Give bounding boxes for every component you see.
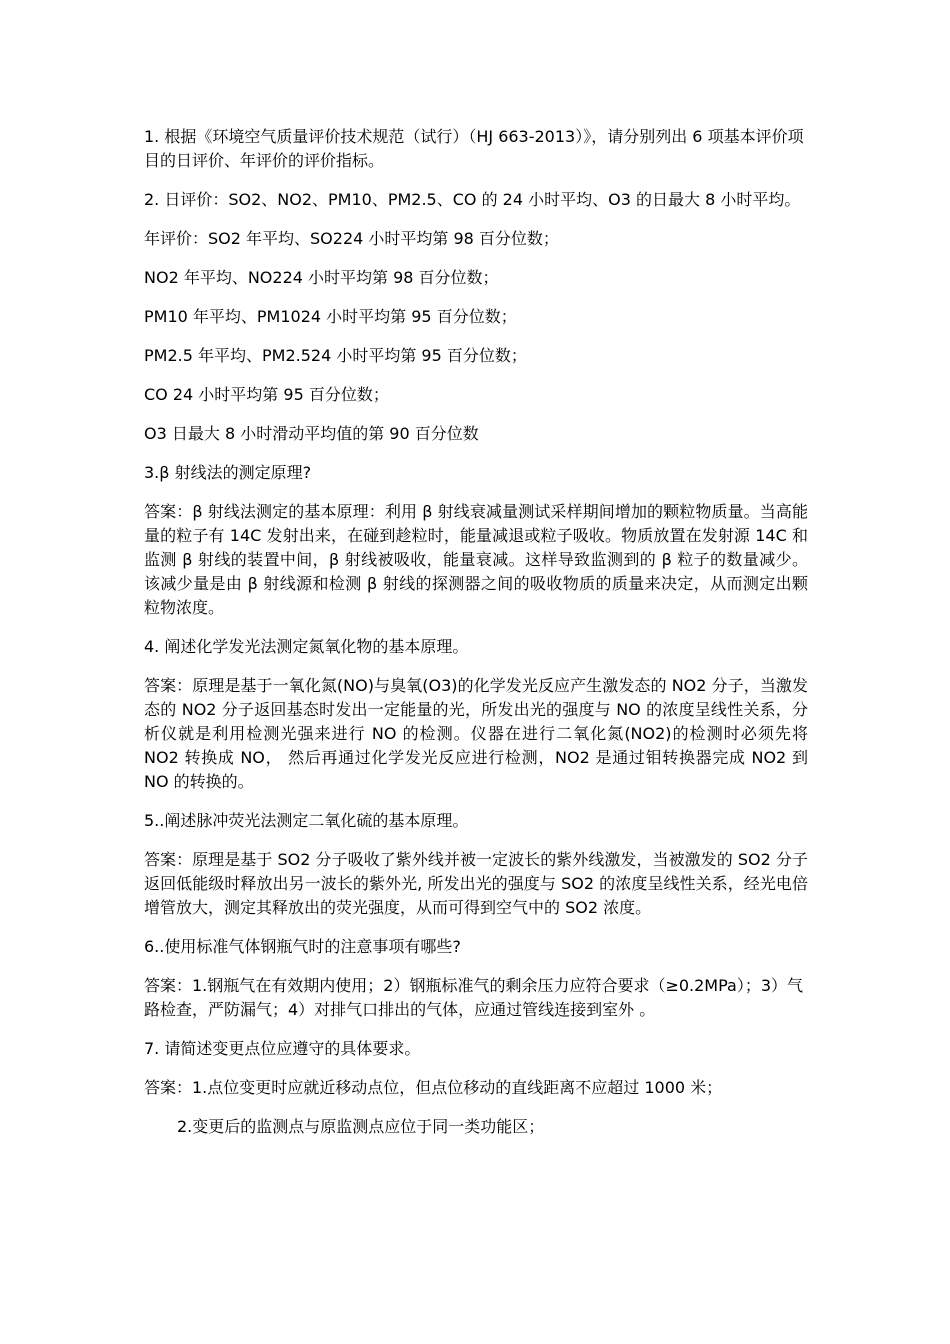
question-7: 7. 请简述变更点位应遵守的具体要求。 [144,1039,421,1058]
answer-annual-co: CO 24 小时平均第 95 百分位数； [144,385,389,404]
answer-annual-o3: O3 日最大 8 小时滑动平均值的第 90 百分位数 [144,424,479,443]
answer-daily-evaluation: 2. 日评价：SO2、NO2、PM10、PM2.5、CO 的 24 小时平均、O3 的日最大 8 小时平均。 [144,190,801,209]
answer-6: 答案：1.钢瓶气在有效期内使用；2）钢瓶标准气的剩余压力应符合要求（≥0.2MPa）；3）气路检查，严防漏气；4）对排气口排出的气体，应通过管线连接到室外 。 [144,976,804,1019]
question-5: 5..阐述脉冲荧光法测定二氧化硫的基本原理。 [144,811,469,830]
answer-3: 答案：β 射线法测定的基本原理：利用 β 射线衰减量测试采样期间增加的颗粒物质量。当高能量的粒子有 14C 发射出来，在碰到趁粒时，能量减退或粒子吸收。物质放置在发射源 14C 和监测 β 射线的装置中间，β 射线被吸收，能量衰减。这样导致监测到的 β 粒子的数量减少。该减少量是由 β 射线源和检测 β 射线的探测器之间的吸收物质的质量来决定，从而测定出颗粒物浓度。 [144,502,808,617]
answer-4: 答案：原理是基于一氧化氮(NO)与臭氧(O3)的化学发光反应产生激发态的 NO2 分子，当激发态的 NO2 分子返回基态时发出一定能量的光，所发出光的强度与 NO 的浓度呈线性关系，分析仪就是利用检测光强来进行 NO 的检测。仪器在进行二氧化氮(NO2)的检测时必须先将 NO2 转换成 NO， 然后再通过化学发光反应进行检测，NO2 是通过钼转换器完成 NO2 到 NO 的转换的。 [144,676,808,791]
question-6: 6..使用标准气体钢瓶气时的注意事项有哪些? [144,937,461,956]
answer-5: 答案：原理是基于 SO2 分子吸收了紫外线并被一定波长的紫外线激发，当被激发的 SO2 分子返回低能级时释放出另一波长的紫外光, 所发出光的强度与 SO2 的浓度呈线性关系，经光电倍增管放大，测定其释放出的荧光强度，从而可得到空气中的 SO2 浓度。 [144,850,808,917]
answer-annual-so2: 年评价：SO2 年平均、SO224 小时平均第 98 百分位数； [144,229,559,248]
answer-7-item-2: 2.变更后的监测点与原监测点应位于同一类功能区； [177,1117,545,1136]
answer-annual-pm10: PM10 年平均、PM1024 小时平均第 95 百分位数； [144,307,517,326]
answer-annual-no2: NO2 年平均、NO224 小时平均第 98 百分位数； [144,268,499,287]
question-4: 4. 阐述化学发光法测定氮氧化物的基本原理。 [144,637,469,656]
question-1: 1. 根据《环境空气质量评价技术规范（试行）（HJ 663-2013）》，请分别列出 6 项基本评价项目的日评价、年评价的评价指标。 [144,127,804,170]
question-3: 3.β 射线法的测定原理? [144,463,312,482]
answer-annual-pm25: PM2.5 年平均、PM2.524 小时平均第 95 百分位数； [144,346,527,365]
document-body [144,125,808,1154]
answer-7-item-1: 答案：1.点位变更时应就近移动点位，但点位移动的直线距离不应超过 1000 米； [144,1078,723,1097]
